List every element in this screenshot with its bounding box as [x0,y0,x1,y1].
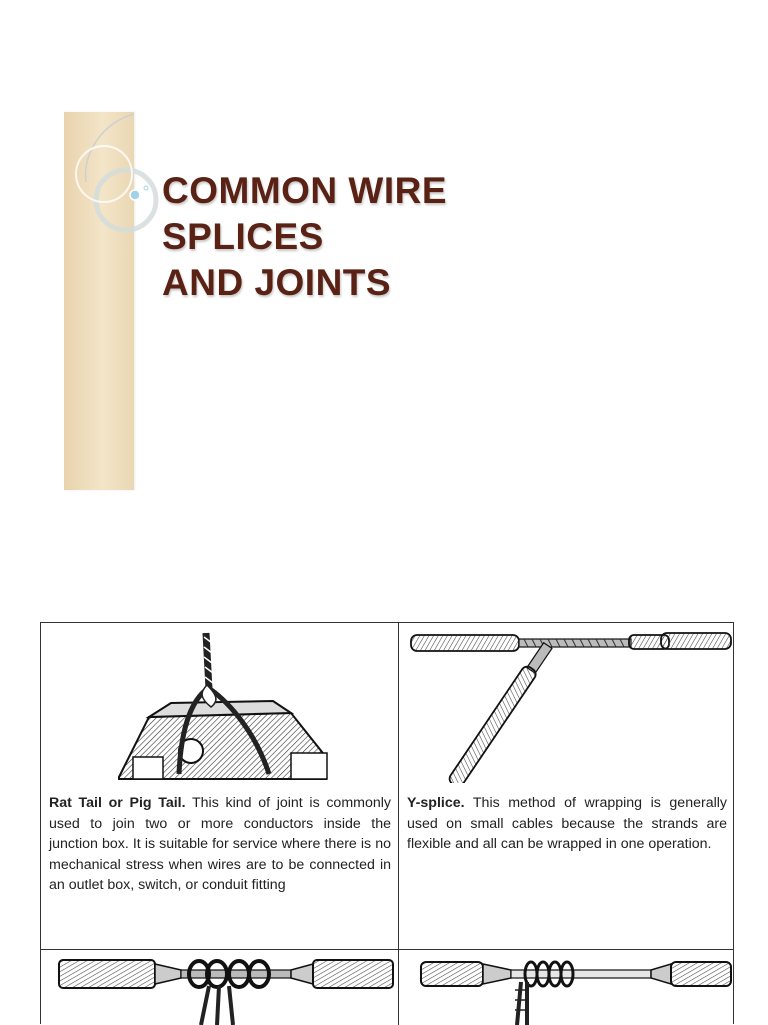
splice-name: Y-splice [407,795,461,811]
splice-name-suffix: . [181,795,186,811]
rat-tail-description [49,793,391,896]
y-splice-description [407,793,727,855]
splice-name: Rat Tail or Pig Tail [49,795,182,811]
splice-table [40,622,734,1024]
rat-tail-joint-illustration [41,629,399,789]
slide-title [162,168,682,306]
decorative-rings [64,112,174,252]
splice-description-text: This method of wrapping is generally used on small cables because the strands are flexible and all can be wrapped in one operation. [407,795,727,852]
table-cell-plain-tap [399,950,733,1025]
title-line: COMMON WIRE [162,170,448,211]
title-line: SPLICES [162,216,324,257]
table-cell-y-splice [399,623,733,950]
title-line: AND JOINTS [162,262,392,303]
splice-description-text: This kind of joint is commonly used to join two or more conductors inside the junction box. It is suitable for service where there is no mechanical stress when wires are to be connected in an outlet box, switch, or conduit fitting [49,795,391,893]
table-cell-knotted-tap [41,950,399,1025]
splice-name-suffix: . [460,795,465,811]
y-splice-illustration [399,623,733,783]
table-cell-rat-tail [41,623,399,950]
knotted-tap-joint-illustration [41,950,399,1025]
plain-tap-joint-illustration [399,950,733,1025]
